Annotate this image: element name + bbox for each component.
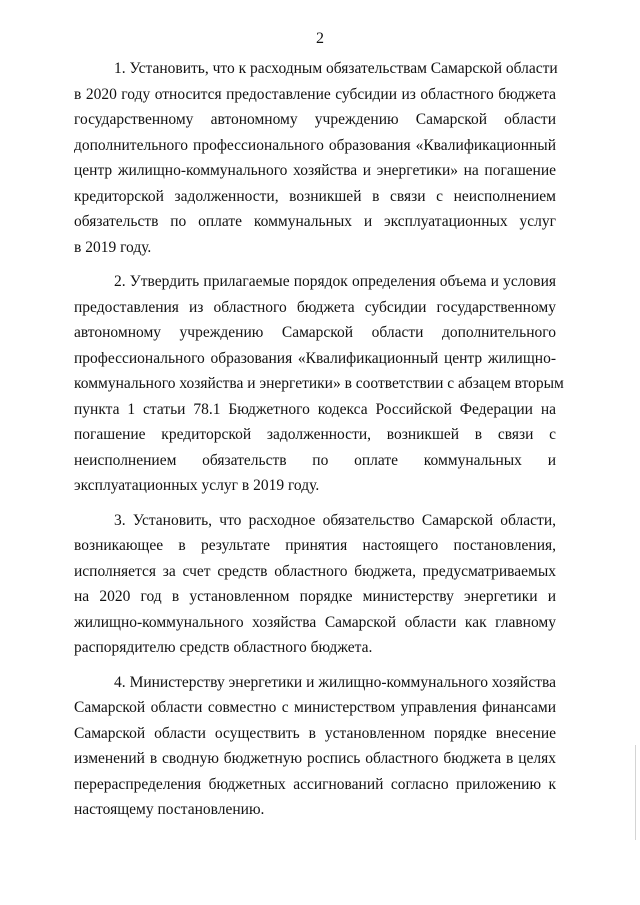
text-line: в 2019 году. xyxy=(74,238,152,256)
text-line: распорядителю средств областного бюджета. xyxy=(74,639,373,656)
paragraph-1 xyxy=(74,56,556,260)
text-line: погашение кредиторской задолженности, возникшей в связи с xyxy=(74,426,556,443)
text-line: пункта 1 статьи 78.1 Бюджетного кодекса Российской Федерации на xyxy=(74,400,556,418)
paragraph-2 xyxy=(74,269,564,499)
text-line: неисполнением обязательств по оплате коммунальных и xyxy=(74,451,556,469)
text-line: кредиторской задолженности, возникшей в связи с неисполнением xyxy=(74,187,556,205)
scan-edge-mark xyxy=(635,745,636,840)
text-line: изменений в сводную бюджетную роспись областного бюджета в целях xyxy=(74,750,556,767)
text-line: дополнительного профессионального образования «Квалификационный xyxy=(74,136,556,154)
text-line: настоящему постановлению. xyxy=(74,801,265,818)
text-line: 1. Установить, что к расходным обязательствам Самарской области xyxy=(114,60,558,77)
text-line: обязательств по оплате коммунальных и эксплуатационных услуг xyxy=(74,213,556,230)
text-line: государственному автономному учреждению Самарской области xyxy=(74,111,556,128)
text-line: автономному учреждению Самарской области дополнительного xyxy=(74,324,556,341)
document-body xyxy=(74,56,564,832)
text-line: эксплуатационных услуг в 2019 году. xyxy=(74,477,320,494)
text-line: Самарской области осуществить в установленном порядке внесение xyxy=(74,724,556,742)
text-line: коммунального хозяйства и энергетики» в соответствии с абзацем вторым xyxy=(74,375,564,392)
text-line: перераспределения бюджетных ассигнований согласно приложению к xyxy=(74,775,556,793)
text-line: исполняется за счет средств областного бюджета, предусматриваемых xyxy=(74,562,556,580)
text-line: в 2020 году относится предоставление субсидии из областного бюджета xyxy=(74,85,556,103)
paragraph-3 xyxy=(74,508,556,661)
text-line: 3. Установить, что расходное обязательство Самарской области, xyxy=(114,511,556,529)
text-line: на 2020 год в установленном порядке министерству энергетики и xyxy=(74,588,556,605)
text-line: 4. Министерству энергетики и жилищно-коммунального хозяйства xyxy=(114,673,556,691)
text-line: жилищно-коммунального хозяйства Самарской области как главному xyxy=(74,613,556,631)
paragraph-4 xyxy=(74,670,556,823)
text-line: Самарской области совместно с министерством управления финансами xyxy=(74,699,556,716)
text-line: предоставления из областного бюджета субсидии государственному xyxy=(74,298,556,316)
text-line: профессионального образования «Квалификационный центр жилищно- xyxy=(74,349,556,367)
text-line: центр жилищно-коммунального хозяйства и энергетики» на погашение xyxy=(74,162,556,179)
text-line: возникающее в результате принятия настоящего постановления, xyxy=(74,537,556,554)
text-line: 2. Утвердить прилагаемые порядок определения объема и условия xyxy=(114,273,556,290)
page-number: 2 xyxy=(316,30,324,47)
